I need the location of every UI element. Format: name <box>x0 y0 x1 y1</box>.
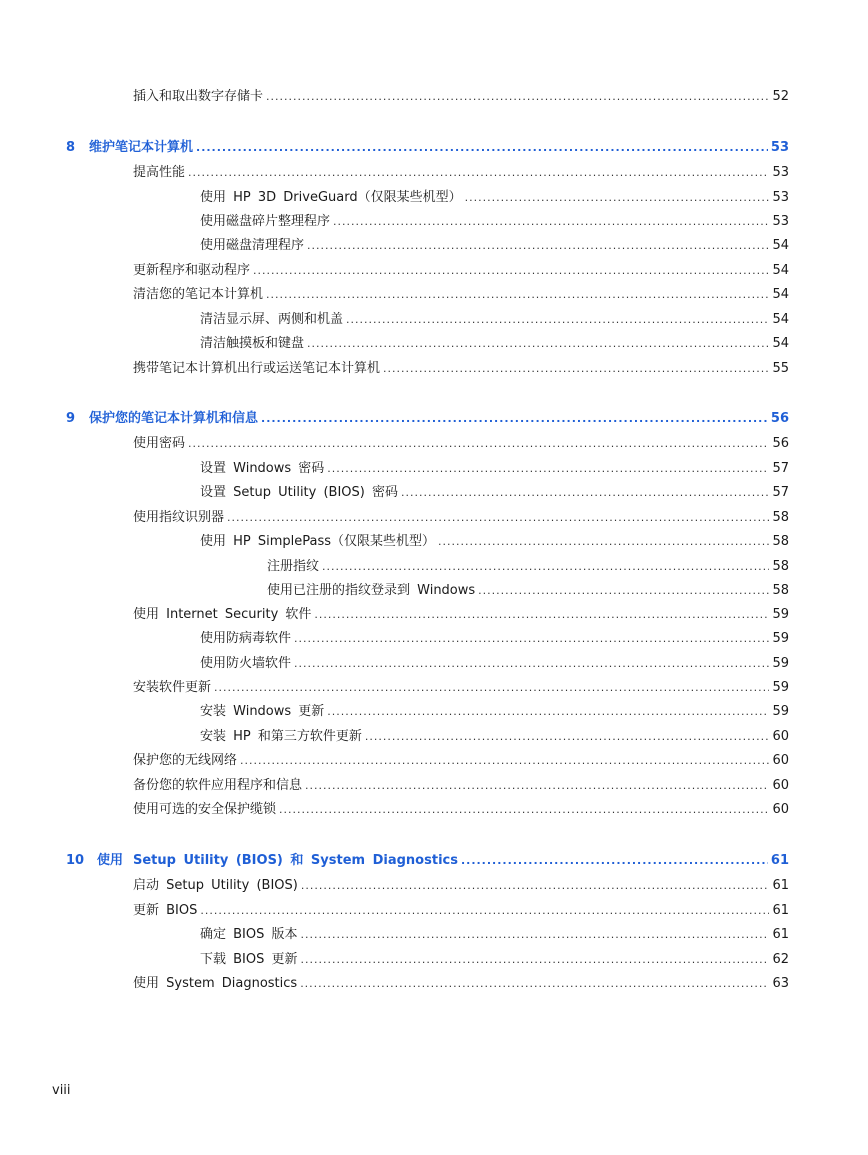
toc-chapter-10[interactable] <box>0 852 868 870</box>
toc-page-number: 53 <box>772 165 789 180</box>
toc-page-number: 57 <box>772 461 789 476</box>
toc-entry[interactable] <box>0 460 868 478</box>
toc-entry-title: 清洁您的笔记本计算机 <box>133 287 264 302</box>
dot-leader <box>438 533 769 551</box>
toc-entry[interactable] <box>0 777 868 795</box>
toc-entry[interactable] <box>0 877 868 895</box>
toc-entry-title: 注册指纹 <box>267 559 320 574</box>
toc-page-number: 61 <box>772 903 789 918</box>
dot-leader <box>301 926 770 944</box>
dot-leader <box>314 606 769 624</box>
dot-leader <box>327 703 769 721</box>
toc-entry-title: 使用已注册的指纹登录到 Windows <box>267 583 476 598</box>
dot-leader <box>333 213 769 231</box>
toc-entry[interactable] <box>0 926 868 944</box>
toc-entry-title: 使用 System Diagnostics <box>133 976 298 991</box>
toc-entry[interactable] <box>0 728 868 746</box>
toc-entry[interactable] <box>0 509 868 527</box>
toc-page-number: 60 <box>772 802 789 817</box>
toc-entry-title: 安装 Windows 更新 <box>200 704 325 719</box>
toc-entry[interactable] <box>0 975 868 993</box>
dot-leader <box>294 630 769 648</box>
chapter-title-prefix: 使用 <box>97 853 124 868</box>
toc-page-number: 59 <box>772 680 789 695</box>
toc-entry-title: 设置 Windows 密码 <box>200 461 325 476</box>
dot-leader <box>227 509 769 527</box>
toc-entry-title: 启动 Setup Utility (BIOS) <box>133 878 298 893</box>
toc-entry[interactable] <box>0 88 868 106</box>
toc-entry-title: 使用 HP SimplePass（仅限某些机型） <box>200 534 436 549</box>
toc-entry-title: 清洁显示屏、两侧和机盖 <box>200 312 344 327</box>
toc-entry-title: 保护您的笔记本计算机和信息 <box>89 411 259 426</box>
dot-leader <box>240 752 769 770</box>
dot-leader <box>307 237 769 255</box>
toc-entry[interactable] <box>0 164 868 182</box>
toc-page-number: 54 <box>772 238 789 253</box>
toc-page-number: 59 <box>772 656 789 671</box>
toc-entry-title: 安装软件更新 <box>133 680 212 695</box>
toc-entry[interactable] <box>0 902 868 920</box>
toc-page-number: 53 <box>772 214 789 229</box>
toc-entry-title: 确定 BIOS 版本 <box>200 927 298 942</box>
dot-leader <box>261 410 768 428</box>
toc-page-number: 56 <box>772 436 789 451</box>
toc-page-number: 58 <box>772 583 789 598</box>
chapter-number: 10 <box>66 853 85 868</box>
dot-leader <box>346 311 769 329</box>
toc-entry-title: 使用 HP 3D DriveGuard（仅限某些机型） <box>200 190 462 205</box>
chapter-number: 8 <box>66 140 76 155</box>
toc-entry-title: 携带笔记本计算机出行或运送笔记本计算机 <box>133 361 381 376</box>
toc-entry-title: 使用 Internet Security 软件 <box>133 607 312 622</box>
toc-entry[interactable] <box>0 582 868 600</box>
toc-page-number: 61 <box>772 878 789 893</box>
toc-page-number: 57 <box>772 485 789 500</box>
toc-entry[interactable] <box>0 951 868 969</box>
dot-leader <box>188 164 769 182</box>
dot-leader <box>200 902 769 920</box>
dot-leader <box>478 582 769 600</box>
dot-leader <box>266 88 769 106</box>
toc-page-number: 60 <box>772 778 789 793</box>
toc-page-number: 56 <box>770 411 789 426</box>
dot-leader <box>301 951 770 969</box>
chapter-number: 9 <box>66 411 76 426</box>
toc-entry-title: 保护您的无线网络 <box>133 753 238 768</box>
dot-leader <box>322 558 769 576</box>
toc-entry-title: 使用密码 <box>133 436 186 451</box>
toc-page-number: 54 <box>772 336 789 351</box>
toc-entry[interactable] <box>0 335 868 353</box>
toc-entry-title: 使用可选的安全保护缆锁 <box>133 802 277 817</box>
dot-leader <box>214 679 769 697</box>
dot-leader <box>383 360 769 378</box>
toc-entry-title: 使用防病毒软件 <box>200 631 292 646</box>
dot-leader <box>253 262 769 280</box>
toc-entry[interactable] <box>0 435 868 453</box>
toc-entry[interactable] <box>0 801 868 819</box>
toc-entry-title: 插入和取出数字存储卡 <box>133 89 264 104</box>
toc-entry[interactable] <box>0 655 868 673</box>
toc-entry-title: 下载 BIOS 更新 <box>200 952 298 967</box>
toc-entry[interactable] <box>0 533 868 551</box>
toc-page-number: 60 <box>772 729 789 744</box>
toc-page-number: 61 <box>770 853 789 868</box>
dot-leader <box>300 975 769 993</box>
toc-entry[interactable] <box>0 606 868 624</box>
toc-chapter-9[interactable] <box>0 410 868 428</box>
toc-entry[interactable] <box>0 360 868 378</box>
toc-entry-title: 使用磁盘清理程序 <box>200 238 305 253</box>
toc-chapter-8[interactable] <box>0 139 868 157</box>
toc-entry[interactable] <box>0 311 868 329</box>
toc-page-number: 53 <box>770 140 789 155</box>
toc-entry-title: 清洁触摸板和键盘 <box>200 336 305 351</box>
toc-page-number: 55 <box>772 361 789 376</box>
toc-entry[interactable] <box>0 213 868 231</box>
toc-entry-title: 安装 HP 和第三方软件更新 <box>200 729 362 744</box>
toc-entry[interactable] <box>0 262 868 280</box>
toc-page-number: 52 <box>772 89 789 104</box>
dot-leader <box>305 777 769 795</box>
toc-page-number: 60 <box>772 753 789 768</box>
toc-page-number: 54 <box>772 312 789 327</box>
toc-entry[interactable] <box>0 752 868 770</box>
dot-leader <box>461 852 768 870</box>
toc-entry-title: 使用防火墙软件 <box>200 656 292 671</box>
dot-leader <box>294 655 769 673</box>
toc-entry[interactable] <box>0 189 868 207</box>
toc-entry-title: 使用磁盘碎片整理程序 <box>200 214 331 229</box>
toc-entry-title: 更新 BIOS <box>133 903 198 918</box>
toc-page-number: 59 <box>772 631 789 646</box>
dot-leader <box>307 335 769 353</box>
toc-entry[interactable] <box>0 703 868 721</box>
dot-leader <box>401 484 769 502</box>
toc-page-number: 63 <box>772 976 789 991</box>
toc-entry[interactable] <box>0 558 868 576</box>
dot-leader <box>465 189 770 207</box>
toc-page-number: 61 <box>772 927 789 942</box>
toc-entry-title: 设置 Setup Utility (BIOS) 密码 <box>200 485 398 500</box>
toc-entry-title: 提高性能 <box>133 165 186 180</box>
toc-entry-title: Setup Utility (BIOS) 和 System Diagnostics <box>133 853 458 868</box>
toc-entry-title: 维护笔记本计算机 <box>89 140 194 155</box>
dot-leader <box>365 728 770 746</box>
page-number-footer: viii <box>52 1083 71 1098</box>
toc-page-number: 58 <box>772 559 789 574</box>
toc-entry-title: 使用指纹识别器 <box>133 510 225 525</box>
dot-leader <box>266 286 769 304</box>
toc-entry[interactable] <box>0 237 868 255</box>
toc-entry-title: 备份您的软件应用程序和信息 <box>133 778 303 793</box>
toc-page-number: 59 <box>772 607 789 622</box>
toc-page-number: 53 <box>772 190 789 205</box>
toc-page-number: 59 <box>772 704 789 719</box>
toc-entry[interactable] <box>0 286 868 304</box>
toc-entry-title: 更新程序和驱动程序 <box>133 263 251 278</box>
toc-page-number: 54 <box>772 263 789 278</box>
toc-entry[interactable] <box>0 484 868 502</box>
toc-entry[interactable] <box>0 679 868 697</box>
toc-page-number: 58 <box>772 534 789 549</box>
dot-leader <box>188 435 769 453</box>
toc-page-number: 58 <box>772 510 789 525</box>
dot-leader <box>327 460 769 478</box>
toc-entry[interactable] <box>0 630 868 648</box>
toc-page-number: 62 <box>772 952 789 967</box>
dot-leader <box>196 139 768 157</box>
dot-leader <box>279 801 769 819</box>
toc-page-number: 54 <box>772 287 789 302</box>
dot-leader <box>301 877 770 895</box>
